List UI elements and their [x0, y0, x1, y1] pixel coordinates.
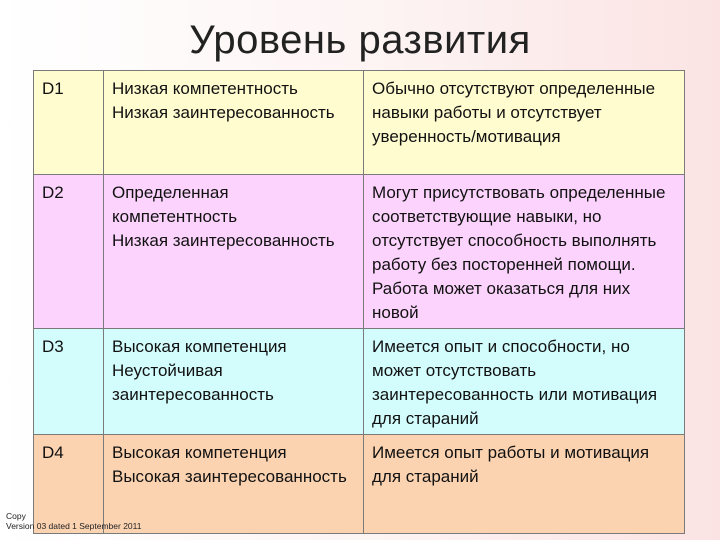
table-row [34, 175, 685, 329]
version-text: Version 03 dated 1 September 2011 [6, 521, 142, 531]
level-description: Обычно отсутствуют определенные навыки работы и отсутствует уверенность/мотивация [364, 71, 685, 175]
commitment-line: Низкая заинтересованность [112, 103, 335, 122]
level-code: D1 [34, 71, 104, 175]
footer [6, 511, 141, 532]
table-row [34, 329, 685, 435]
copyright-fragment: Copy [6, 511, 26, 521]
competence-cell [104, 175, 364, 329]
table-row [34, 71, 685, 175]
commitment-line: Низкая заинтересованность [112, 231, 335, 250]
competence-cell [104, 329, 364, 435]
level-description: Могут присутствовать определенные соответствующие навыки, но отсутствует способность выполнять работу без посторенней помощи. Работа может оказаться для них новой [364, 175, 685, 329]
competence-cell [104, 71, 364, 175]
level-description: Имеется опыт работы и мотивация для стараний [364, 435, 685, 534]
competence-line: Определенная компетентность [112, 183, 238, 226]
commitment-line: Высокая заинтересованность [112, 467, 347, 486]
competence-line: Высокая компетенция [112, 443, 287, 462]
level-description: Имеется опыт и способности, но может отсутствовать заинтересованность или мотивация для стараний [364, 329, 685, 435]
level-code: D3 [34, 329, 104, 435]
competence-line: Высокая компетенция [112, 337, 287, 356]
commitment-line: Неустойчивая заинтересованность [112, 361, 274, 404]
development-level-table [33, 70, 685, 534]
competence-line: Низкая компетентность [112, 79, 298, 98]
slide-title: Уровень развития [189, 18, 531, 62]
level-code: D2 [34, 175, 104, 329]
level-code: D4 [34, 435, 104, 534]
competence-cell [104, 435, 364, 534]
